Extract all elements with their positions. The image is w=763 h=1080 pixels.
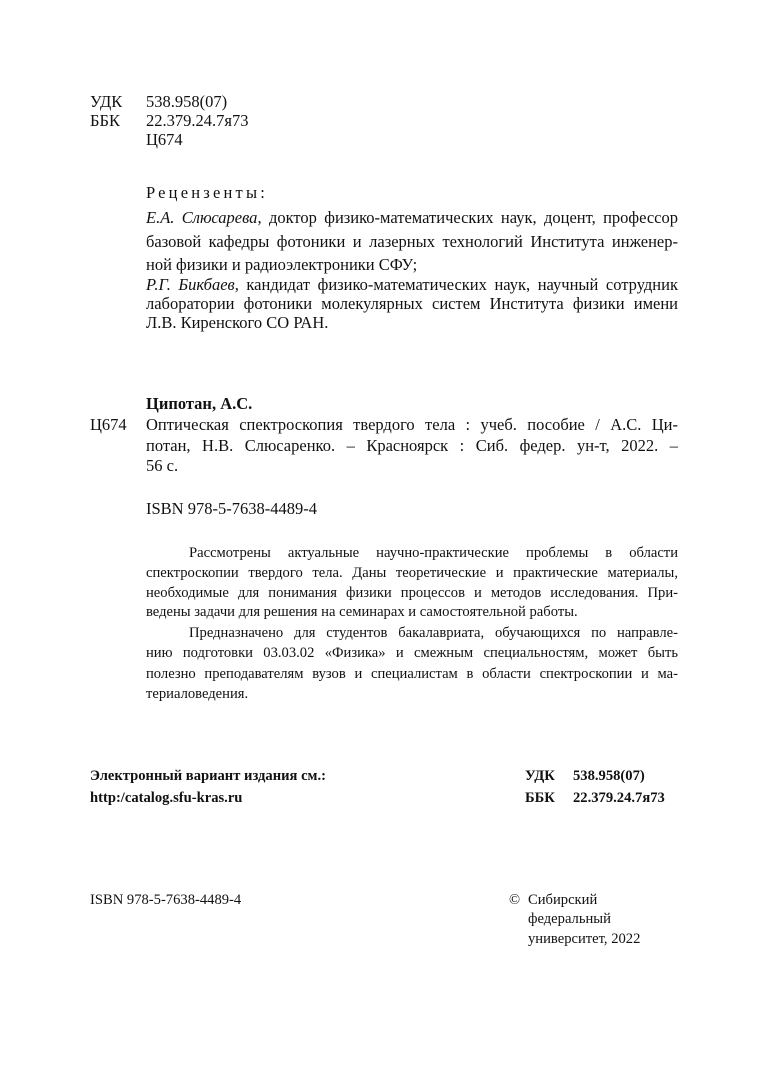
copyright-line: федеральный <box>528 911 611 927</box>
abstract-line: необходимые для понимания физики процессов и методов исследования. При- <box>146 585 678 601</box>
footer-bbk-label: ББК <box>525 790 555 806</box>
abstract-line: нию подготовки 03.03.02 «Физика» и смежным специальностям, может быть <box>146 645 678 661</box>
catalog-url[interactable]: http:/catalog.sfu-kras.ru <box>90 790 243 806</box>
reviewer-1-name: Е.А. Слюсарева <box>146 208 258 227</box>
footer-udk-label: УДК <box>525 768 555 784</box>
bib-author: Ципотан, А.С. <box>146 394 253 413</box>
copyright-line: университет, 2022 <box>528 931 641 947</box>
bib-line: 56 с. <box>146 456 179 475</box>
bbk-value: 22.379.24.7я73 <box>146 111 249 130</box>
reviewer-2-name: Р.Г. Бикбаев <box>146 275 235 294</box>
abstract-line: Предназначено для студентов бакалавриата, обучающихся по направле- <box>189 625 678 641</box>
copyright-line: Сибирский <box>528 892 598 908</box>
bib-mark: Ц674 <box>90 415 127 434</box>
electronic-version-label: Электронный вариант издания см.: <box>90 768 327 784</box>
abstract-line: Рассмотрены актуальные научно-практические проблемы в области <box>189 545 678 561</box>
udk-value: 538.958(07) <box>146 92 228 111</box>
reviewer-2-line: Р.Г. Бикбаев, кандидат физико-математических наук, научный сотрудник <box>146 275 678 294</box>
reviewers-title: Рецензенты: <box>146 183 269 202</box>
author-mark: Ц674 <box>146 130 183 149</box>
abstract-line: полезно преподавателям вузов и специалистам в области спектроскопии и ма- <box>146 666 678 682</box>
udk-label: УДК <box>90 92 123 111</box>
abstract-line: ведены задачи для решения на семинарах и самостоятельной работы. <box>146 604 578 620</box>
bib-line: потан, Н.В. Слюсаренко. – Красноярск : Сиб. федер. ун-т, 2022. – <box>146 436 678 455</box>
footer-isbn: ISBN 978-5-7638-4489-4 <box>90 892 242 908</box>
bib-isbn: ISBN 978-5-7638-4489-4 <box>146 499 317 518</box>
reviewer-1-line: базовой кафедры фотоники и лазерных технологий Института инженер- <box>146 232 678 251</box>
abstract-line: териаловедения. <box>146 686 249 702</box>
footer-udk-value: 538.958(07) <box>573 768 645 784</box>
reviewer-1-line: Е.А. Слюсарева, доктор физико-математических наук, доцент, профессор <box>146 208 679 227</box>
abstract-line: спектроскопии твердого тела. Даны теоретические и практические материалы, <box>146 565 678 581</box>
bbk-label: ББК <box>90 111 120 130</box>
bib-line: Оптическая спектроскопия твердого тела : учеб. пособие / А.С. Ци- <box>146 415 678 434</box>
reviewer-2-line: лаборатории фотоники молекулярных систем Института физики имени <box>146 294 678 313</box>
footer-bbk-value: 22.379.24.7я73 <box>573 790 665 806</box>
copyright-icon: © <box>509 892 521 908</box>
reviewer-1-line: ной физики и радиоэлектроники СФУ; <box>146 255 418 274</box>
reviewer-2-line: Л.В. Киренского СО РАН. <box>146 313 329 332</box>
